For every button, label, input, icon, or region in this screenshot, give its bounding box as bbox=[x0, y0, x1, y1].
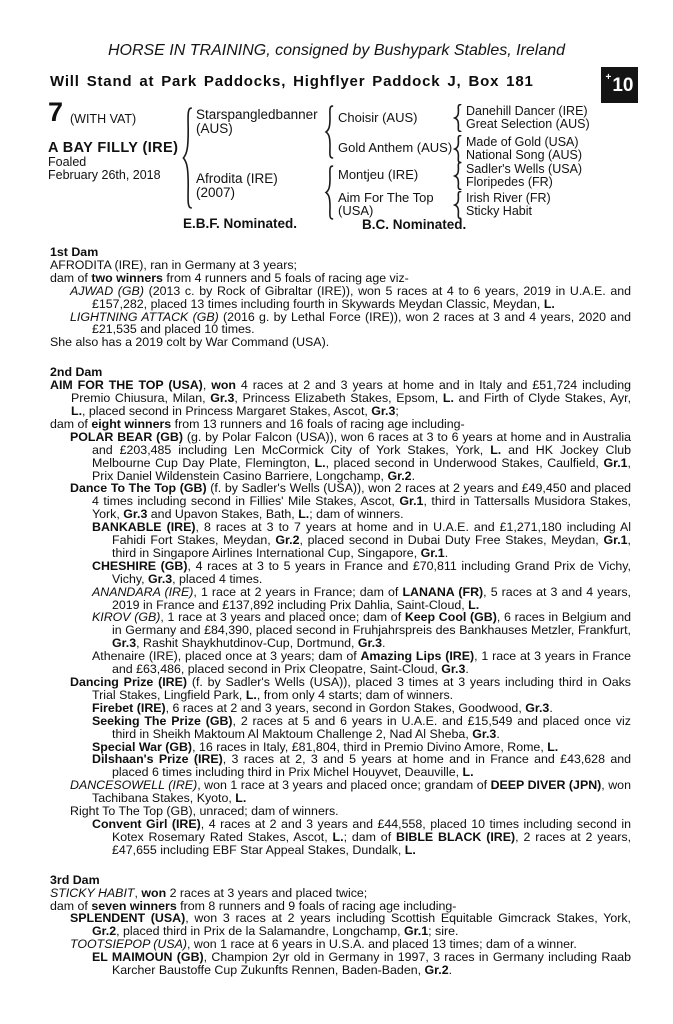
dam-entry-paragraph: LIGHTNING ATTACK (GB) (2016 g. by Lethal Force (IRE)), won 2 races at 3 and 4 years, 2020 and £21,535 and placed 10 times. bbox=[70, 309, 631, 337]
dam-entry-paragraph: Athenaire (IRE), placed once at 3 years; dam of Amazing Lips (IRE), 1 race at 3 years in France and £63,486, placed second in Prix Cleopatre, Saint-Cloud, Gr.3. bbox=[92, 649, 631, 677]
foaled-date: February 26th, 2018 bbox=[48, 168, 161, 182]
horse-description: A BAY FILLY (IRE) bbox=[48, 140, 179, 156]
dam-section-heading: 1st Dam bbox=[50, 245, 99, 259]
pedigree-dam-sire: Montjeu (IRE) bbox=[338, 167, 419, 182]
pedigree-brace bbox=[453, 162, 462, 190]
dam-entry-paragraph: DANCESOWELL (IRE), won 1 race at 3 years and placed once; grandam of DEEP DIVER (JPN), won Tachibana Stakes, Kyoto, L. bbox=[70, 778, 631, 806]
vat-note: (WITH VAT) bbox=[70, 112, 137, 126]
dam-entry-paragraph: Dancing Prize (IRE) (f. by Sadler's Wells (USA)), placed 3 times at 3 years including third in Oaks Trial Stakes, Lingfield Park, L., from only 4 starts; dam of winners. bbox=[70, 675, 631, 702]
number-badge bbox=[601, 67, 638, 103]
dam-entry-paragraph: dam of seven winners from 8 runners and 9 foals of racing age including- bbox=[50, 898, 457, 913]
dam-entry-paragraph: Dilshaan's Prize (IRE), 3 races at 2, 3 and 5 years at home and in France and £43,628 and placed 6 times including third in Prix Michel Houyvet, Deauville, L. bbox=[92, 752, 632, 780]
dam-entry-paragraph: Special War (GB), 16 races in Italy, £81,804, third in Premio Divino Amore, Rome, L. bbox=[92, 739, 559, 754]
bc-nomination: B.C. Nominated. bbox=[362, 217, 467, 232]
dam-entry-paragraph: TOOTSIEPOP (USA), won 1 race at 6 years in U.S.A. and placed 13 times; dam of a winner. bbox=[70, 937, 577, 952]
dam-entry-paragraph: ANANDARA (IRE), 1 race at 2 years in France; dam of LANANA (FR), 5 races at 3 and 4 years, 2019 in France and £137,892 including Prix Dahlia, Saint-Cloud, L. bbox=[92, 584, 631, 612]
pedigree-brace bbox=[453, 104, 462, 132]
pedigree-sire: Starspangledbanner (AUS) bbox=[196, 107, 318, 136]
pedigree-dam-dam: Aim For The Top (USA) bbox=[338, 190, 434, 218]
dam-entry-paragraph: AFRODITA (IRE), ran in Germany at 3 years; bbox=[50, 257, 297, 272]
stand-location-line: Will Stand at Park Paddocks, Highflyer Paddock J, Box 181 bbox=[50, 73, 534, 90]
dam-entry-paragraph: AJWAD (GB) (2013 c. by Rock of Gibraltar (IRE)), won 5 races at 4 to 6 years, 2019 in U.A.E. and £157,282, placed 13 times including fourth in Skywards Meydan Classic, Meydan, L. bbox=[70, 283, 631, 311]
pedigree-brace bbox=[181, 106, 193, 210]
badge-plus-mark: + bbox=[605, 72, 612, 83]
dam-section bbox=[50, 874, 631, 977]
dam-section-heading: 3rd Dam bbox=[50, 872, 100, 887]
pedigree-dam: Afrodita (IRE) (2007) bbox=[196, 171, 278, 200]
dam-entry-paragraph: Firebet (IRE), 6 races at 2 and 3 years, second in Gordon Stakes, Goodwood, Gr.3. bbox=[92, 700, 553, 715]
ebf-nomination: E.B.F. Nominated. bbox=[183, 216, 298, 231]
pedigree-great-grandparents-4: Irish River (FR) Sticky Habit bbox=[466, 191, 551, 218]
dam-entry-paragraph: AIM FOR THE TOP (USA), won 4 races at 2 and 3 years at home and in Italy and £51,724 including Premio Chiusura, Milan, Gr.3, Princess Elizabeth Stakes, Epsom, L. and Firth of Clyde Stakes, Ayr, L., placed second in Princess Margaret Stakes, Ascot, Gr.3; bbox=[50, 378, 632, 418]
dam-section bbox=[50, 366, 631, 856]
pedigree-great-grandparents-3: Sadler's Wells (USA) Floripedes (FR) bbox=[466, 162, 583, 189]
dam-entry-paragraph: Dance To The Top (GB) (f. by Sadler's Wells (USA)), won 2 races at 2 years and £49,450 and placed 4 times including second in Fillies' Mile Stakes, Ascot, Gr.1, third in Tattersalls Musidora Stakes, York, Gr.3 and Upavon Stakes, Bath, L.; dam of winners. bbox=[70, 481, 631, 522]
dam-sections bbox=[50, 246, 631, 977]
pedigree-great-grandparents-1: Danehill Dancer (IRE) Great Selection (AUS) bbox=[466, 104, 590, 131]
dam-entry-paragraph: STICKY HABIT, won 2 races at 3 years and placed twice; bbox=[50, 885, 368, 900]
dam-entry-paragraph: dam of two winners from 4 runners and 5 foals of racing age viz- bbox=[50, 270, 409, 285]
consignor-title: HORSE IN TRAINING, consigned by Bushypark Stables, Ireland bbox=[107, 42, 566, 59]
dam-section bbox=[50, 246, 631, 349]
dam-entry-paragraph: EL MAIMOUN (GB), Champion 2yr old in Germany in 1997, 3 races in Germany including Raab Karcher Baustoffe Cup Zukunfts Rennen, Baden-Baden, Gr.2. bbox=[92, 950, 631, 978]
lot-number: 7 bbox=[48, 97, 64, 127]
badge-number: 10 bbox=[612, 74, 634, 96]
dam-entry-paragraph: POLAR BEAR (GB) (g. by Polar Falcon (USA)), won 6 races at 3 to 6 years at home and in Australia and £203,485 including Len McCormick City of York Stakes, York, L. and HK Jockey Club Melbourne Cup Day Plate, Flemington, L., placed second in Underwood Stakes, Caulfield, Gr.1, Prix Daniel Wildenstein Casino Barriere, Longchamp, Gr.2. bbox=[70, 429, 632, 483]
pedigree-brace bbox=[453, 135, 462, 163]
dam-entry-paragraph: dam of eight winners from 13 runners and 16 foals of racing age including- bbox=[50, 416, 465, 431]
pedigree-brace bbox=[324, 165, 334, 220]
pedigree-brace bbox=[324, 105, 334, 159]
pedigree-sire-sire: Choisir (AUS) bbox=[338, 110, 418, 125]
pedigree-great-grandparents-2: Made of Gold (USA) National Song (AUS) bbox=[466, 135, 583, 162]
dam-section-heading: 2nd Dam bbox=[50, 365, 103, 380]
dam-entry-paragraph: KIROV (GB), 1 race at 3 years and placed once; dam of Keep Cool (GB), 6 races in Belgium and in Germany and £84,390, placed second in Fruhjahrspreis des Bankhauses Metzler, Frankfurt, Gr.3, Rashit Shaykhutdinov-Cup, Dortmund, Gr.3. bbox=[92, 610, 632, 651]
pedigree-sire-dam: Gold Anthem (AUS) bbox=[338, 140, 453, 155]
dam-entry-paragraph: Seeking The Prize (GB), 2 races at 5 and 6 years in U.A.E. and £15,549 and placed once viz third in Sheikh Maktoum Al Maktoum Challenge 2, Nad Al Sheba, Gr.3. bbox=[92, 713, 632, 741]
dam-entry-paragraph: BANKABLE (IRE), 8 races at 3 to 7 years at home and in U.A.E. and £1,271,180 including Al Fahidi Fort Stakes, Meydan, Gr.2, placed second in Dubai Duty Free Stakes, Meydan, Gr.1, third in Singapore Airlines International Cup, Singapore, Gr.1. bbox=[92, 520, 632, 560]
dam-entry-paragraph: Right To The Top (GB), unraced; dam of winners. bbox=[70, 804, 339, 819]
pedigree-brace bbox=[453, 191, 462, 219]
foaled-label: Foaled bbox=[48, 155, 87, 169]
dam-entry-paragraph: Convent Girl (IRE), 4 races at 2 and 3 years and £44,558, placed 10 times including second in Kotex Rosemary Rated Stakes, Ascot, L.; dam of BIBLE BLACK (IRE), 2 races at 2 years, £47,655 including EBF Star Appeal Stakes, Dundalk, L. bbox=[92, 816, 632, 857]
dam-entry-paragraph: CHESHIRE (GB), 4 races at 3 to 5 years in France and £70,811 including Grand Prix de Vichy, Vichy, Gr.3, placed 4 times. bbox=[92, 558, 631, 586]
dam-entry-paragraph: She also has a 2019 colt by War Command (USA). bbox=[50, 335, 330, 350]
dam-entry-paragraph: SPLENDENT (USA), won 3 races at 2 years including Scottish Equitable Gimcrack Stakes, York, Gr.2, placed third in Prix de la Salamandre, Longchamp, Gr.1; sire. bbox=[70, 911, 631, 939]
